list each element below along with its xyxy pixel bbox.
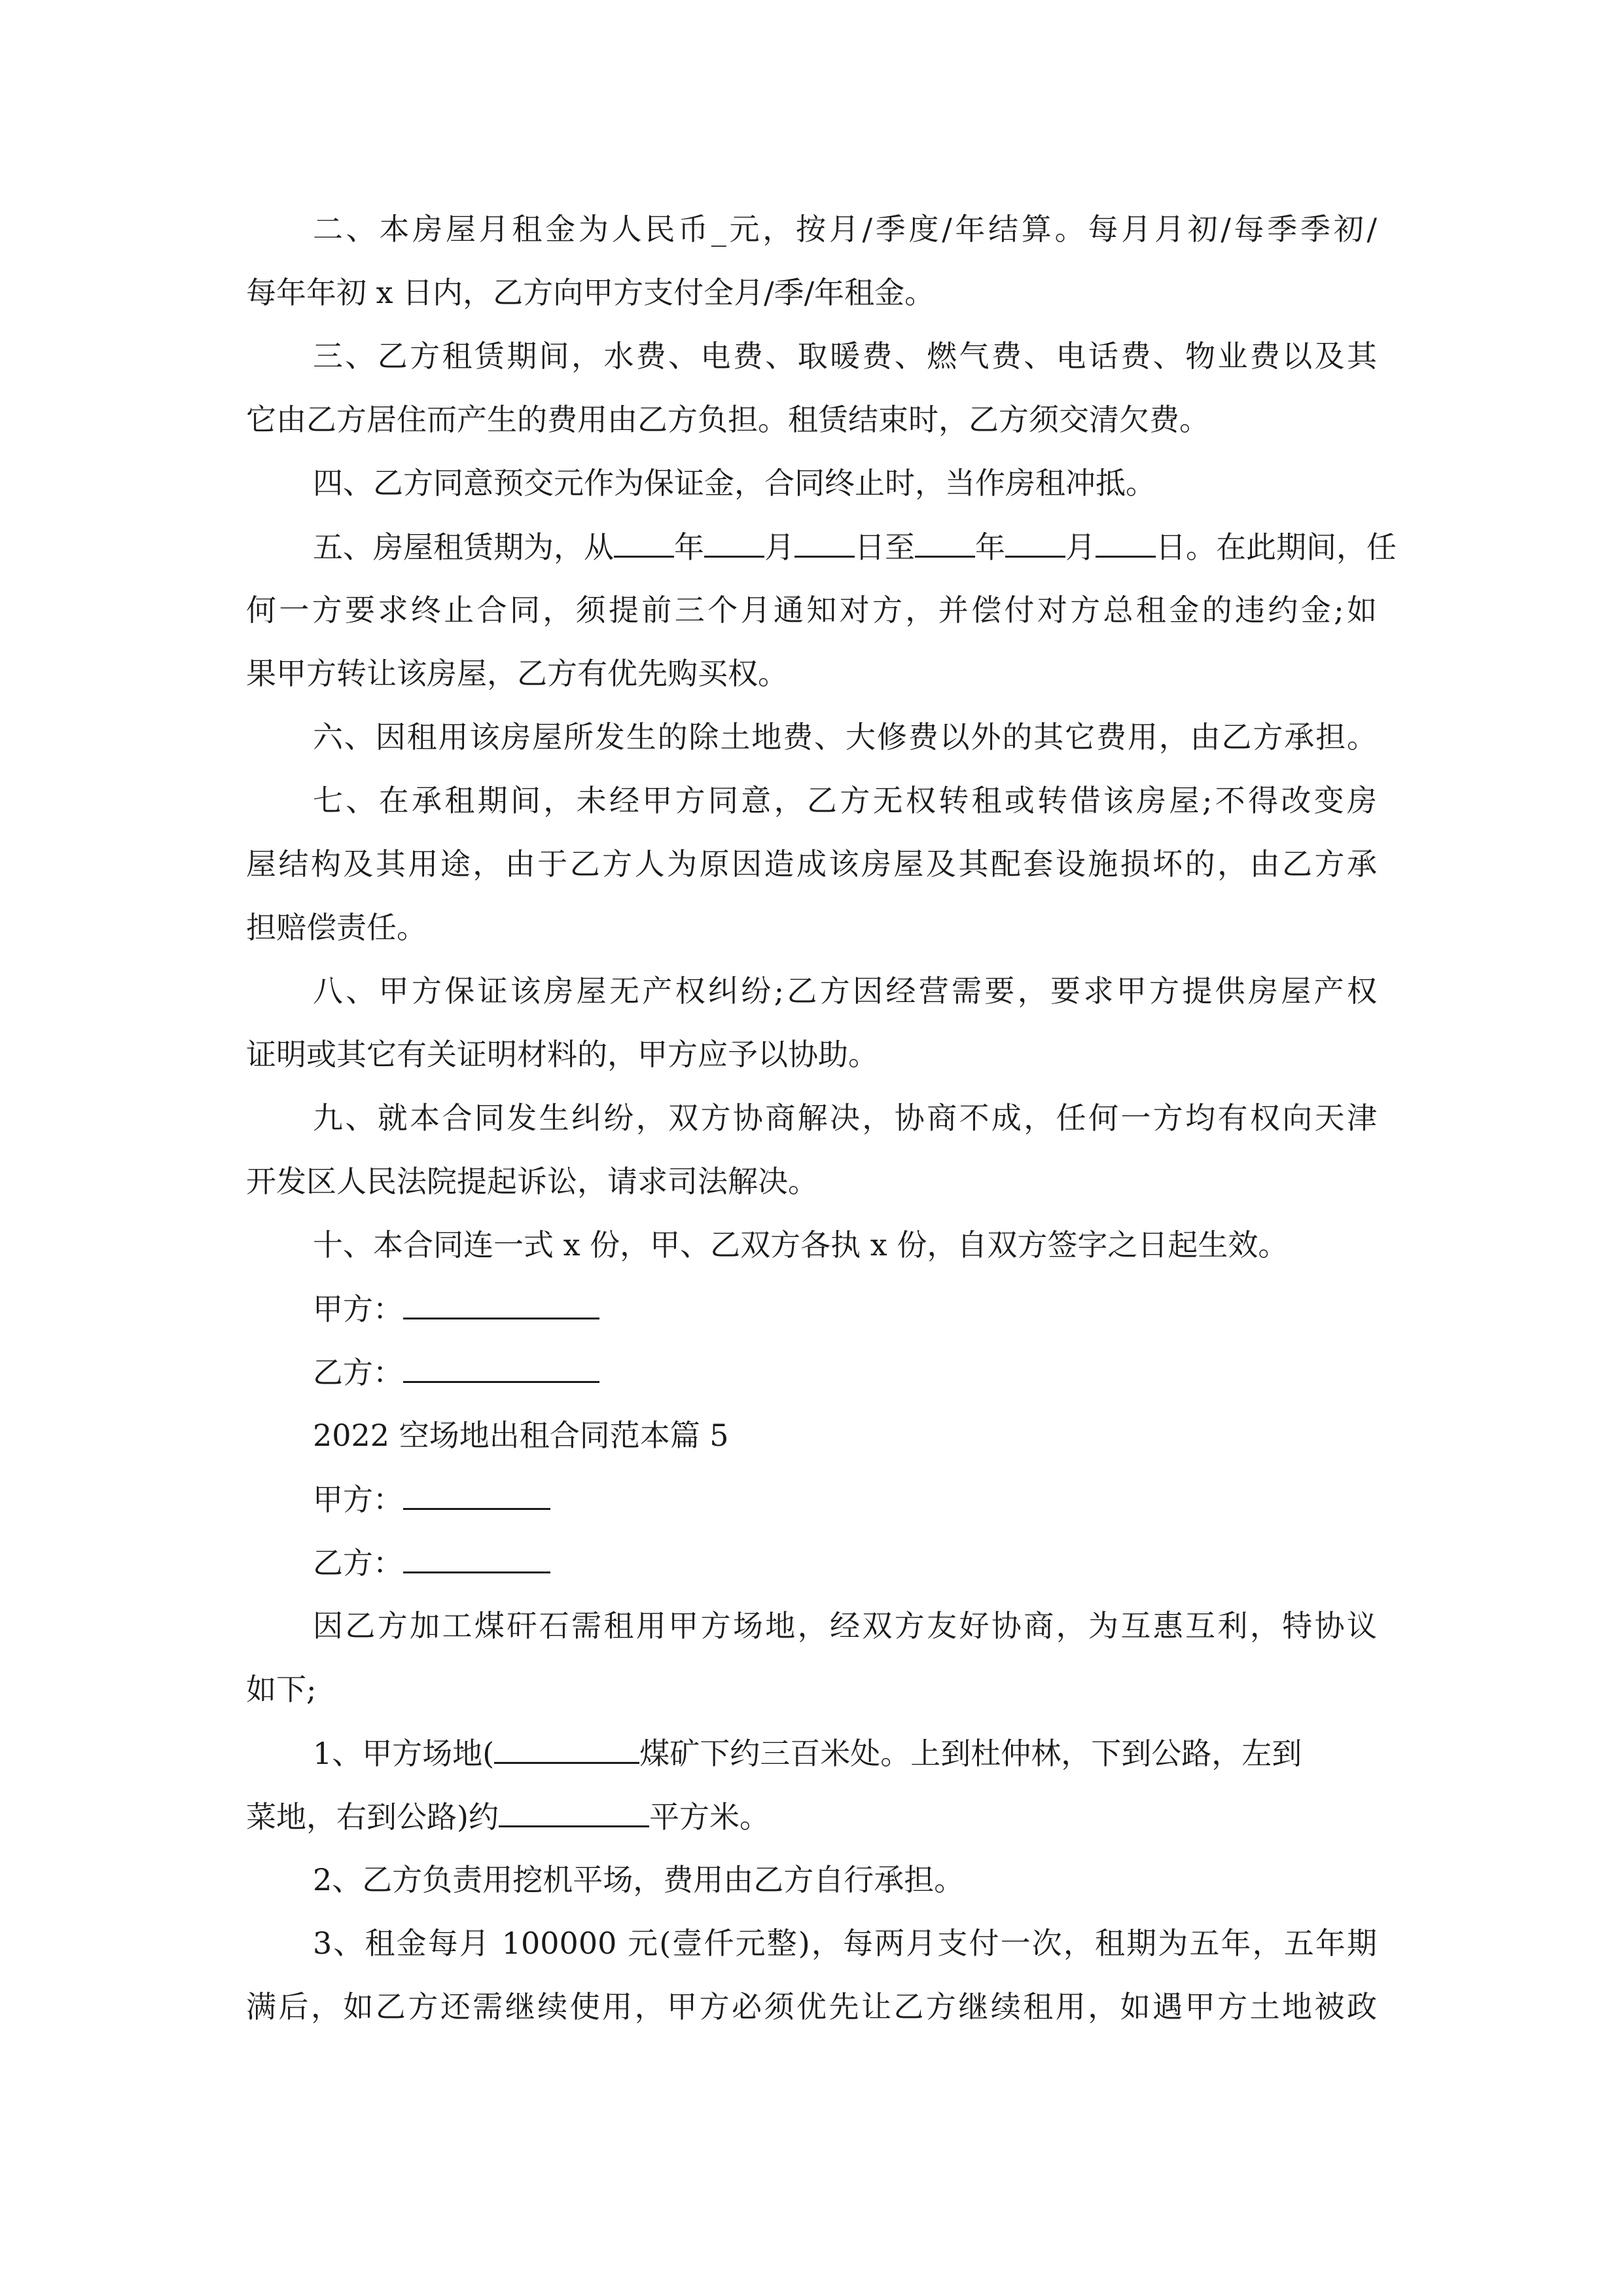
month-end-blank <box>1005 527 1065 558</box>
clause-8-line-1: 八、甲方保证该房屋无产权纠纷;乙方因经营需要，要求甲方提供房屋产权 <box>313 973 1377 1009</box>
clause-5-text-f: 月 <box>1065 529 1096 565</box>
clause-7-line-2: 屋结构及其用途，由于乙方人为原因造成该房屋及其配套设施损坏的，由乙方承 <box>246 846 1377 882</box>
party-b-line <box>313 1543 550 1583</box>
clause-5-text-b: 年 <box>674 529 704 565</box>
clause-5-text-d: 日至 <box>855 529 915 565</box>
clause-2-line-1: 二、本房屋月租金为人民币_元，按月/季度/年结算。每月月初/每季季初/ <box>313 211 1377 247</box>
section-title: 2022 空场地出租合同范本篇 5 <box>313 1418 729 1453</box>
party-b-blank-2 <box>403 1543 550 1573</box>
item-3-line-2: 满后，如乙方还需继续使用，甲方必须优先让乙方继续租用，如遇甲方土地被政 <box>246 1989 1377 2024</box>
party-a-blank <box>403 1289 599 1319</box>
clause-8-line-2: 证明或其它有关证明材料的，甲方应予以协助。 <box>246 1037 878 1072</box>
clause-5-text-a: 五、房屋租赁期为，从 <box>313 529 614 565</box>
party-b-signature <box>313 1352 599 1392</box>
clause-5-text-c: 月 <box>764 529 794 565</box>
clause-4: 四、乙方同意预交元作为保证金，合同终止时，当作房租冲抵。 <box>313 465 1156 501</box>
day-start-blank <box>794 527 855 558</box>
party-a-label-2: 甲方： <box>313 1482 403 1517</box>
clause-5-line-3: 果甲方转让该房屋，乙方有优先购买权。 <box>246 656 788 691</box>
clause-5-text-g: 日。在此期间，任 <box>1156 529 1397 565</box>
clause-9-line-2: 开发区人民法院提起诉讼，请求司法解决。 <box>246 1164 818 1199</box>
party-a-blank-2 <box>403 1479 550 1510</box>
clause-5-line-2: 何一方要求终止合同，须提前三个月通知对方，并偿付对方总租金的违约金;如 <box>246 592 1377 628</box>
clause-7-line-3: 担赔偿责任。 <box>246 910 427 945</box>
clause-9-line-1: 九、就本合同发生纠纷，双方协商解决，协商不成，任何一方均有权向天津 <box>313 1100 1377 1136</box>
item-1-line-2 <box>246 1797 770 1837</box>
party-a-signature <box>313 1289 599 1329</box>
item-1-text-b: 煤矿下约三百米处。上到杜仲林，下到公路，左到 <box>639 1736 1302 1771</box>
year-start-blank <box>614 527 674 558</box>
preamble-line-1: 因乙方加工煤矸石需租用甲方场地，经双方友好协商，为互惠互利，特协议 <box>313 1608 1377 1643</box>
preamble-line-2: 如下; <box>246 1672 317 1707</box>
item-1-text-a: 1、甲方场地( <box>313 1736 495 1771</box>
year-end-blank <box>915 527 975 558</box>
item-1-text-c: 菜地，右到公路)约 <box>246 1799 499 1835</box>
item-3-line-1: 3、租金每月 100000 元(壹仟元整)，每两月支付一次，租期为五年，五年期 <box>313 1926 1377 1961</box>
area-blank <box>499 1797 649 1827</box>
item-1-text-d: 平方米。 <box>649 1799 770 1835</box>
item-1-line-1 <box>313 1733 1302 1773</box>
month-start-blank <box>704 527 764 558</box>
clause-7-line-1: 七、在承租期间，未经甲方同意，乙方无权转租或转借该房屋;不得改变房 <box>313 783 1377 818</box>
day-end-blank <box>1096 527 1156 558</box>
clause-3-line-2: 它由乙方居住而产生的费用由乙方负担。租赁结束时，乙方须交清欠费。 <box>246 402 1209 437</box>
party-a-label: 甲方： <box>313 1291 403 1327</box>
party-b-blank <box>403 1352 599 1383</box>
clause-5-line-1 <box>313 527 1397 567</box>
party-a-line <box>313 1479 550 1519</box>
party-b-label-2: 乙方： <box>313 1545 403 1581</box>
clause-2-line-2: 每年年初 x 日内，乙方向甲方支付全月/季/年租金。 <box>246 275 935 310</box>
site-name-blank <box>494 1733 639 1764</box>
clause-5-text-e: 年 <box>975 529 1005 565</box>
clause-3-line-1: 三、乙方租赁期间，水费、电费、取暖费、燃气费、电话费、物业费以及其 <box>313 338 1377 374</box>
clause-10: 十、本合同连一式 x 份，甲、乙双方各执 x 份，自双方签字之日起生效。 <box>313 1227 1289 1263</box>
item-2: 2、乙方负责用挖机平场，费用由乙方自行承担。 <box>313 1862 965 1897</box>
clause-6: 六、因租用该房屋所发生的除土地费、大修费以外的其它费用，由乙方承担。 <box>313 719 1377 755</box>
party-b-label: 乙方： <box>313 1355 403 1390</box>
